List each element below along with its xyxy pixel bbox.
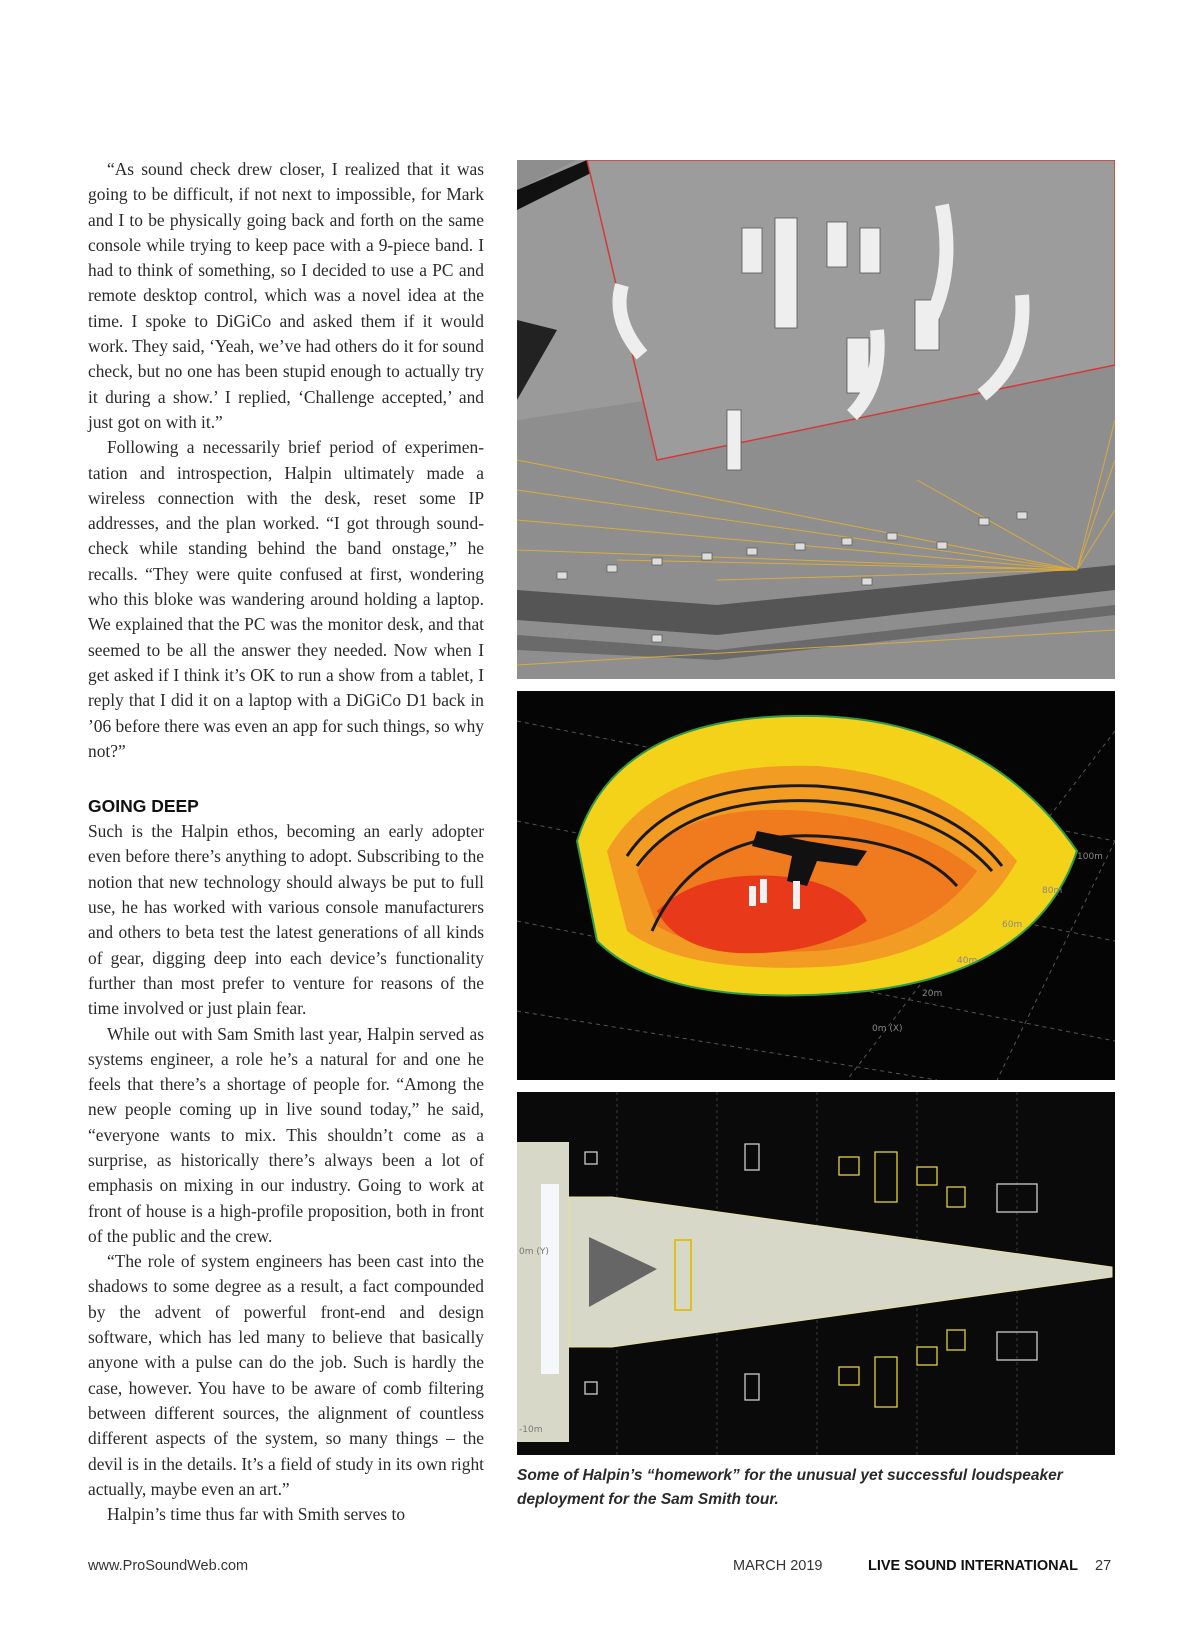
grid-label-100: 100m <box>1077 852 1103 862</box>
figure-caption: Some of Halpin’s “homework” for the unusual yet successful loudspeaker deployment for the Sam Smith tour. <box>517 1467 1063 1508</box>
grid-label-20: 20m <box>922 989 943 999</box>
grid-label-40: 40m <box>957 956 978 966</box>
figure-coverage-heatmap <box>517 691 1115 1080</box>
grid-label-60: 60m <box>1002 920 1023 930</box>
paragraph-4: While out with Sam Smith last year, Halpin served as systems engineer, a role he’s a natural for and one he feels that there’s a shortage of people for. “Among the new people coming up in live sound today,” he said, “everyone wants to mix. This shouldn’t come as a surprise, as historically there’s always been a lot of emphasis on mixing in our industry. Going to work at front of house is a high-profile proposition, both in front of the public and the crew. <box>88 1023 484 1246</box>
grid-label-80: 80m <box>1042 886 1063 896</box>
footer-date: MARCH 2019 <box>733 1558 823 1574</box>
figure-plan-view <box>517 1092 1115 1455</box>
footer-url: www.ProSoundWeb.com <box>88 1558 249 1574</box>
page-footer <box>0 1558 1200 1582</box>
paragraph-2: Following a necessarily brief period of experimentation and introspection, Halpin ultimately made a wireless connection with the desk, reset some IP addresses, and the plan worked. “I got through soundcheck while standing behind the band onstage,” he recalls. “They were quite confused at first, wondering who this bloke was wandering around holding a laptop. We explained that the PC was the monitor desk, and that seemed to be all the answer they needed. Now when I get asked if I think it’s OK to run a show from a tablet, I reply that I did it on a laptop with a DiGiCo D1 back in ’06 before there was even an app for such things, so why not?” <box>88 437 485 761</box>
paragraph-1: “As sound check drew closer, I realized that it was going to be difficult, if not next to impossible, for Mark and I to be physically going back and forth on the same console while trying to keep pace with a 9-piece band. I had to think of something, so I decided to use a PC and remote desktop control, which was a novel idea at the time. I spoke to DiGiCo and asked them if it would work. They said, ‘Yeah, we’ve had others do it for sound check, but no one has been stupid enough to actually try it during a show.’ I replied, ‘Challenge accepted,’ and just got on with it.” <box>88 159 484 432</box>
footer-page-number: 27 <box>1095 1558 1112 1574</box>
paragraph-6: Halpin’s time thus far with Smith serves to <box>107 1504 406 1525</box>
section-heading: GOING DEEP <box>88 796 199 817</box>
coverage-heatmap-illustration <box>517 691 1115 1080</box>
speaker-model-illustration <box>517 160 1115 679</box>
figure-speaker-model <box>517 160 1115 679</box>
paragraph-5: “The role of system engineers has been cast into the shadows to some degree as a result, a fact compounded by the advent of powerful front-end and design software, which has led many to believe that basically anyone with a pulse can do the job. Such is hardly the case, however. You have to be aware of comb filtering between different sources, the alignment of countless different aspects of the system, so many things – the devil is in the details. It’s a field of study in its own right actually, maybe even an art.” <box>88 1251 484 1499</box>
plan-view-illustration <box>517 1092 1115 1455</box>
axis-label-y: 0m (Y) <box>519 1247 549 1257</box>
article-body <box>88 157 484 1527</box>
grid-label-0: 0m (X) <box>872 1024 903 1034</box>
axis-label-minus10: -10m <box>519 1425 543 1435</box>
footer-magazine: LIVE SOUND INTERNATIONAL <box>868 1558 1078 1574</box>
paragraph-3: Such is the Halpin ethos, becoming an early adopter even before there’s anything to adopt. Subscribing to the notion that new technology should always be put to full use, he has worked with various console manufacturers and others to beta test the latest generations of all kinds of gear, digging deep into each device’s functionality further than most prefer to venture for reasons of the time involved or just plain fear. <box>88 821 484 1019</box>
